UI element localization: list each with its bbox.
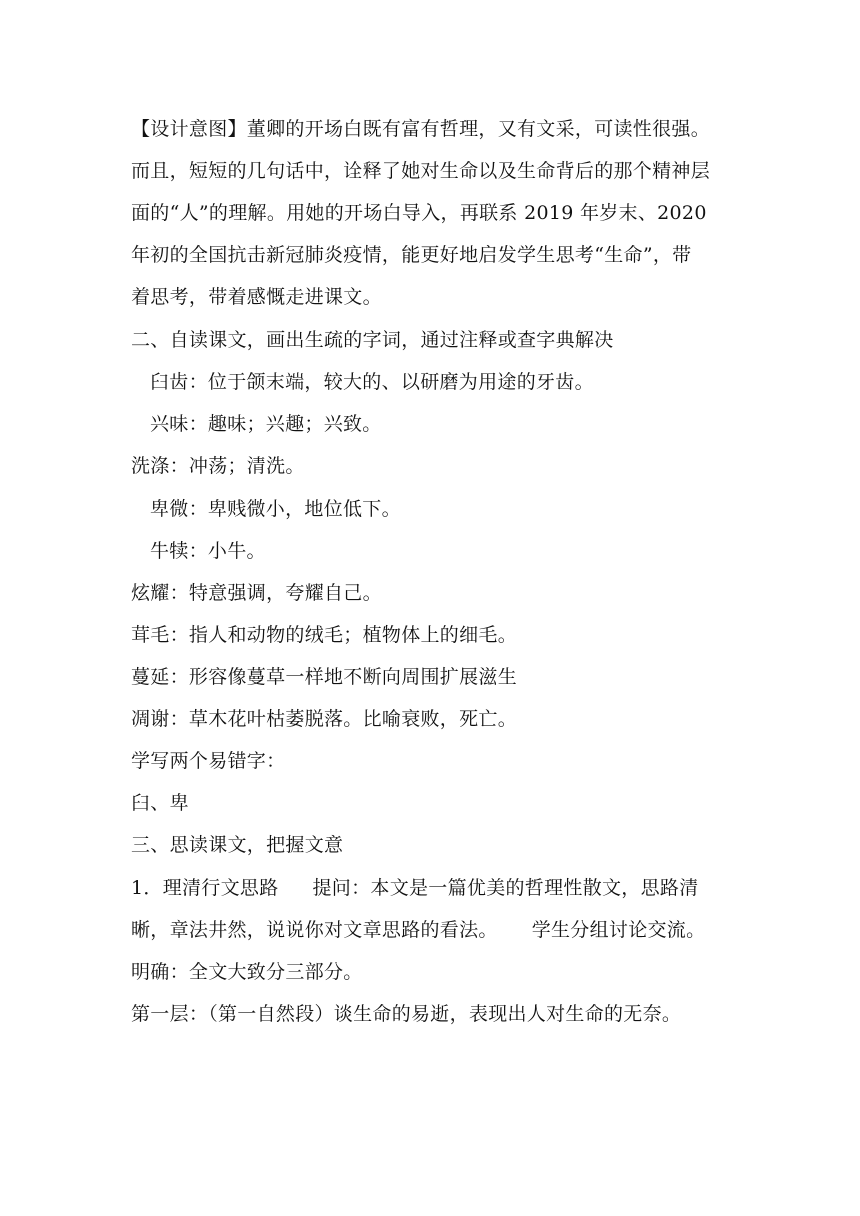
vocab-item-xuanyao: 炫耀：特意强调，夸耀自己。	[131, 582, 382, 604]
section-two-heading: 二、自读课文，画出生疏的字词，通过注释或查字典解决	[131, 329, 614, 351]
thinking-task-line-2	[131, 918, 751, 942]
vocab-item-rongmao: 茸毛：指人和动物的绒毛；植物体上的细毛。	[131, 624, 518, 646]
thinking-task-line-1	[131, 876, 751, 900]
design-intent-line-4: 年初的全国抗击新冠肺炎疫情，能更好地启发学生思考“生命”，带	[131, 244, 692, 266]
vocab-item-jiuchi: 臼齿：位于颌末端，较大的、以研磨为用途的牙齿。	[150, 371, 594, 393]
first-layer-line: 第一层：（第一自然段）谈生命的易逝，表现出人对生命的无奈。	[131, 1003, 682, 1025]
design-intent-line-5: 着思考，带着感慨走进课文。	[131, 286, 382, 308]
vocab-item-diaoxie: 凋谢：草木花叶枯萎脱落。比喻衰败，死亡。	[131, 708, 518, 730]
error-prone-heading: 学写两个易错字：	[131, 750, 286, 772]
error-prone-characters: 臼、卑	[131, 792, 189, 814]
question-text: 提问：本文是一篇优美的哲理性散文，思路清	[312, 877, 699, 899]
question-continuation: 晰，章法井然，说说你对文章思路的看法。	[131, 919, 498, 941]
section-three-heading: 三、思读课文，把握文意	[131, 834, 344, 856]
design-intent-line-3: 面的“人”的理解。用她的开场白导入，再联系 2019 年岁末、2020	[131, 202, 707, 224]
vocab-item-niudu: 牛犊：小牛。	[150, 540, 266, 562]
clarification-line: 明确：全文大致分三部分。	[131, 961, 363, 983]
student-activity: 学生分组讨论交流。	[531, 919, 706, 941]
task-number-label: 1．理清行文思路	[131, 877, 279, 899]
vocab-item-xidi: 洗涤：冲荡；清洗。	[131, 455, 305, 477]
vocab-item-manyan: 蔓延：形容像蔓草一样地不断向周围扩展滋生	[131, 666, 518, 688]
vocab-item-xingwei: 兴味：趣味；兴趣；兴致。	[150, 413, 382, 435]
design-intent-line-1: 【设计意图】董卿的开场白既有富有哲理，又有文采，可读性很强。	[131, 118, 711, 140]
vocab-item-beiwei: 卑微：卑贱微小，地位低下。	[150, 498, 401, 520]
design-intent-line-2: 而且，短短的几句话中，诠释了她对生命以及生命背后的那个精神层	[131, 160, 711, 182]
